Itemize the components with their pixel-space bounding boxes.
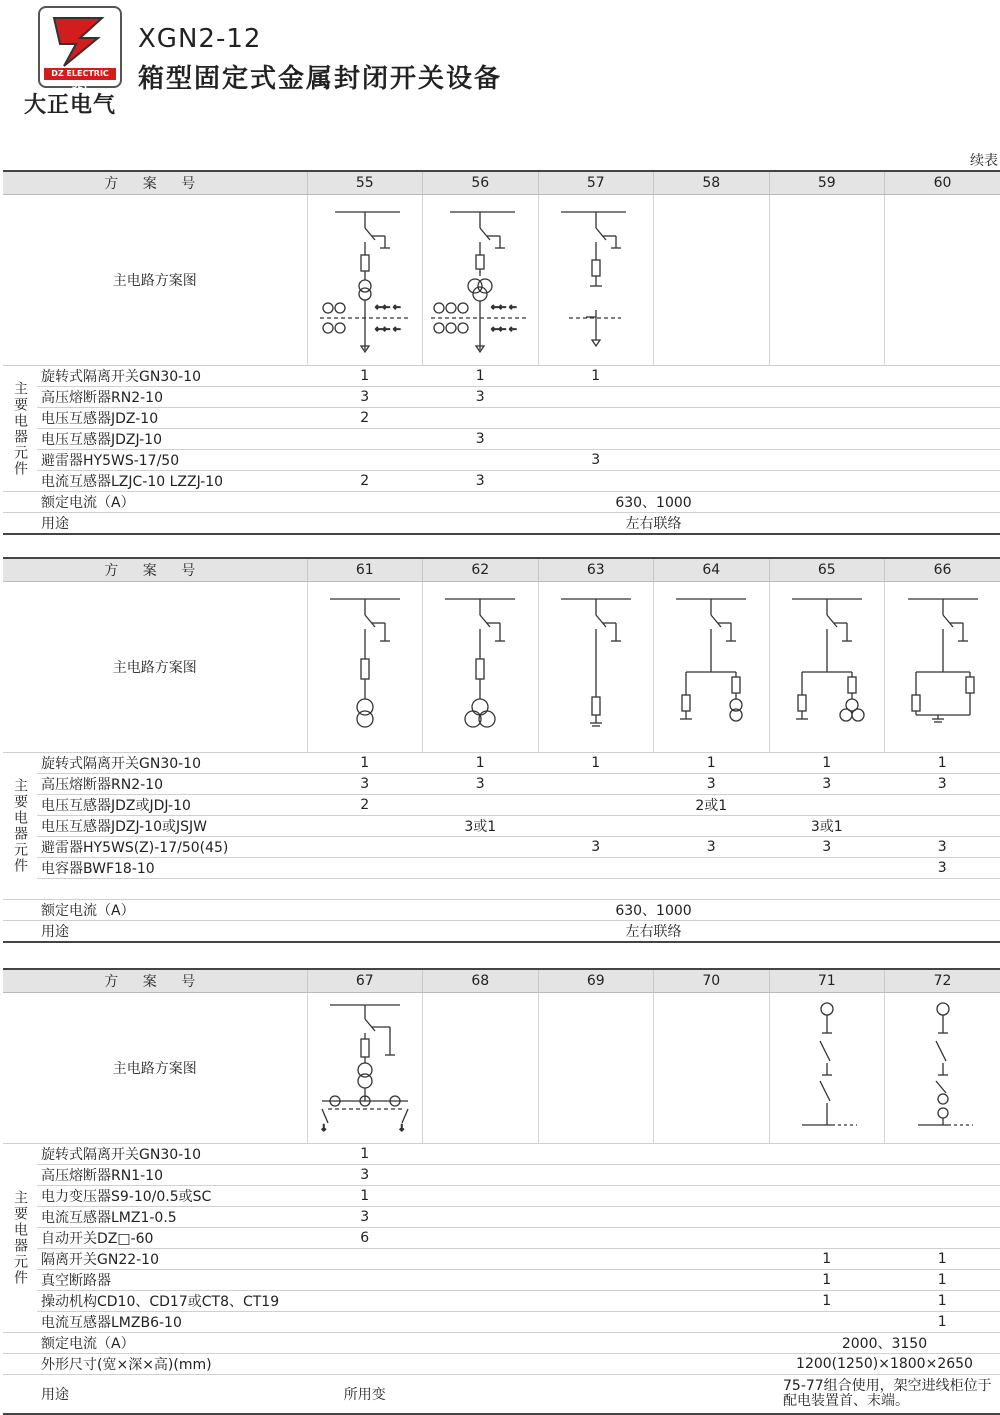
component-qty	[307, 1270, 423, 1291]
usage-value: 左右联络	[307, 921, 1000, 943]
component-name: 隔离开关GN22-10	[37, 1249, 307, 1270]
component-qty	[654, 879, 770, 900]
component-qty: 1	[307, 366, 423, 387]
component-qty	[538, 858, 654, 879]
component-qty	[654, 429, 770, 450]
component-qty	[769, 1228, 885, 1249]
component-qty: 3	[307, 1207, 423, 1228]
component-qty	[769, 1186, 885, 1207]
component-qty: 1	[769, 1291, 885, 1312]
usage-label: 用途	[37, 921, 307, 943]
rated-current-label: 额定电流（A）	[37, 1333, 307, 1354]
component-qty	[423, 1144, 539, 1165]
lightning-logo-icon	[40, 8, 120, 72]
component-qty	[769, 858, 885, 879]
component-qty: 1	[885, 1249, 1000, 1270]
dimensions-value: 1200(1250)×1800×2650	[769, 1354, 1000, 1375]
component-qty	[307, 816, 423, 837]
component-qty: 2	[307, 408, 423, 429]
component-name: 高压熔断器RN2-10	[37, 774, 307, 795]
component-qty	[654, 450, 770, 471]
component-qty	[538, 816, 654, 837]
component-qty: 1	[769, 1270, 885, 1291]
component-qty: 3	[885, 858, 1000, 879]
circuit-diagram-62	[423, 582, 539, 753]
scheme-number: 57	[538, 171, 654, 195]
component-qty: 3	[307, 1165, 423, 1186]
component-qty	[538, 1186, 654, 1207]
component-group-label: 主要电器元件	[3, 1144, 37, 1333]
component-name: 电流互感器LMZB6-10	[37, 1312, 307, 1333]
scheme-number: 68	[423, 969, 539, 993]
component-qty	[885, 366, 1000, 387]
logo-text: DZ ELECTRIC SET	[44, 68, 116, 80]
component-qty: 1	[423, 366, 539, 387]
circuit-diagram-66	[885, 582, 1000, 753]
circuit-diagram-67	[307, 993, 423, 1144]
scheme-number: 59	[769, 171, 885, 195]
main-circuit-label: 主电路方案图	[3, 993, 307, 1144]
component-qty	[538, 879, 654, 900]
scheme-number: 67	[307, 969, 423, 993]
component-qty: 3	[885, 837, 1000, 858]
scheme-number: 56	[423, 171, 539, 195]
component-qty	[769, 1144, 885, 1165]
component-name: 电力变压器S9-10/0.5或SC	[37, 1186, 307, 1207]
component-qty: 1	[885, 1270, 1000, 1291]
component-qty	[769, 1207, 885, 1228]
scheme-number: 63	[538, 558, 654, 582]
component-group-label: 主要电器元件	[3, 366, 37, 492]
scheme-number: 69	[538, 969, 654, 993]
component-qty	[654, 366, 770, 387]
scheme-number: 66	[885, 558, 1000, 582]
scheme-number: 62	[423, 558, 539, 582]
component-qty	[654, 1312, 770, 1333]
component-name: 旋转式隔离开关GN30-10	[37, 1144, 307, 1165]
component-qty	[538, 1270, 654, 1291]
component-qty: 3	[423, 387, 539, 408]
scheme-table-2	[3, 557, 1000, 943]
component-qty	[885, 450, 1000, 471]
component-name: 电流互感器LZJC-10 LZZJ-10	[37, 471, 307, 492]
component-qty	[538, 774, 654, 795]
component-qty	[423, 408, 539, 429]
component-qty: 2或1	[654, 795, 770, 816]
component-qty	[654, 471, 770, 492]
scheme-number: 70	[654, 969, 770, 993]
circuit-diagram-69	[538, 993, 654, 1144]
component-qty: 1	[654, 753, 770, 774]
component-qty: 3	[654, 837, 770, 858]
component-qty	[538, 1228, 654, 1249]
component-name	[37, 879, 307, 900]
component-qty: 3	[307, 387, 423, 408]
component-qty	[885, 1144, 1000, 1165]
component-qty	[654, 816, 770, 837]
component-qty	[654, 1144, 770, 1165]
circuit-diagram-60	[885, 195, 1000, 366]
component-qty	[769, 471, 885, 492]
component-qty	[654, 387, 770, 408]
component-qty	[654, 1228, 770, 1249]
scheme-table-3	[3, 968, 1000, 1415]
component-qty: 3	[769, 837, 885, 858]
component-qty	[885, 471, 1000, 492]
scheme-number: 58	[654, 171, 770, 195]
component-qty	[769, 879, 885, 900]
component-qty	[307, 429, 423, 450]
component-qty	[654, 1270, 770, 1291]
rated-current-value: 630、1000	[307, 492, 1000, 513]
component-qty: 1	[307, 1144, 423, 1165]
dimensions-label: 外形尺寸(宽×深×高)(mm)	[37, 1354, 307, 1375]
component-qty: 3或1	[423, 816, 539, 837]
circuit-diagram-64	[654, 582, 770, 753]
component-qty	[769, 450, 885, 471]
component-qty	[423, 1165, 539, 1186]
scheme-number-label: 方 案 号	[3, 558, 307, 582]
component-qty: 3	[423, 471, 539, 492]
component-qty	[307, 879, 423, 900]
component-qty: 1	[885, 1291, 1000, 1312]
component-qty	[769, 1312, 885, 1333]
component-qty	[307, 450, 423, 471]
component-qty	[654, 408, 770, 429]
component-qty	[423, 1312, 539, 1333]
component-qty	[654, 1249, 770, 1270]
component-qty: 3	[307, 774, 423, 795]
scheme-number-label: 方 案 号	[3, 171, 307, 195]
svg-text:⇠⇠ ⇠: ⇠⇠ ⇠	[491, 325, 516, 335]
component-qty	[538, 471, 654, 492]
usage-label: 用途	[37, 1375, 307, 1415]
component-name: 电压互感器JDZJ-10	[37, 429, 307, 450]
circuit-diagram-55	[307, 195, 423, 366]
scheme-number: 71	[769, 969, 885, 993]
main-circuit-label: 主电路方案图	[3, 195, 307, 366]
svg-text:⇣: ⇣	[320, 1124, 328, 1134]
component-qty	[538, 429, 654, 450]
component-name: 真空断路器	[37, 1270, 307, 1291]
component-qty: 3	[538, 450, 654, 471]
component-qty: 2	[307, 795, 423, 816]
rated-current-label: 额定电流（A）	[37, 900, 307, 921]
component-name: 高压熔断器RN2-10	[37, 387, 307, 408]
product-title: 箱型固定式金属封闭开关设备	[138, 58, 502, 95]
page-header	[0, 0, 1000, 150]
component-qty: 1	[769, 1249, 885, 1270]
component-name: 旋转式隔离开关GN30-10	[37, 753, 307, 774]
circuit-diagram-72	[885, 993, 1000, 1144]
component-qty	[885, 387, 1000, 408]
circuit-diagram-59	[769, 195, 885, 366]
circuit-diagram-57	[538, 195, 654, 366]
component-qty: 1	[885, 1312, 1000, 1333]
component-qty	[307, 1249, 423, 1270]
component-qty	[538, 387, 654, 408]
component-qty	[769, 1165, 885, 1186]
scheme-number: 60	[885, 171, 1000, 195]
usage-note: 75-77组合使用，架空进线柜位于配电装置首、末端。	[769, 1375, 1000, 1415]
scheme-number: 72	[885, 969, 1000, 993]
continued-label: 续表	[970, 150, 998, 170]
component-qty	[307, 1291, 423, 1312]
component-qty	[538, 1312, 654, 1333]
component-qty	[769, 366, 885, 387]
svg-text:⇠⇠ ⇠: ⇠⇠ ⇠	[491, 303, 516, 313]
component-name: 电压互感器JDZ或JDJ-10	[37, 795, 307, 816]
component-name: 电压互感器JDZ-10	[37, 408, 307, 429]
component-qty	[769, 429, 885, 450]
component-qty: 1	[885, 753, 1000, 774]
component-qty	[423, 795, 539, 816]
component-qty	[885, 429, 1000, 450]
component-qty	[769, 387, 885, 408]
component-qty: 1	[423, 753, 539, 774]
scheme-number: 61	[307, 558, 423, 582]
component-qty	[654, 1207, 770, 1228]
component-qty	[423, 450, 539, 471]
component-qty	[423, 1228, 539, 1249]
component-name: 电压互感器JDZJ-10或JSJW	[37, 816, 307, 837]
component-group-label: 主要电器元件	[3, 753, 37, 900]
component-qty	[538, 1249, 654, 1270]
circuit-diagram-65	[769, 582, 885, 753]
component-qty	[538, 408, 654, 429]
component-name: 旋转式隔离开关GN30-10	[37, 366, 307, 387]
main-circuit-label: 主电路方案图	[3, 582, 307, 753]
component-qty	[423, 1270, 539, 1291]
model-title: XGN2-12	[138, 24, 261, 54]
component-qty	[885, 1228, 1000, 1249]
component-qty	[885, 1207, 1000, 1228]
usage-value: 左右联络	[307, 513, 1000, 535]
component-qty	[654, 1165, 770, 1186]
rated-current-label: 额定电流（A）	[37, 492, 307, 513]
component-qty: 3	[423, 429, 539, 450]
scheme-number-label: 方 案 号	[3, 969, 307, 993]
component-qty	[423, 1207, 539, 1228]
component-qty: 2	[307, 471, 423, 492]
scheme-number: 65	[769, 558, 885, 582]
component-qty	[307, 837, 423, 858]
component-qty: 3或1	[769, 816, 885, 837]
component-qty	[538, 1144, 654, 1165]
scheme-number: 64	[654, 558, 770, 582]
usage-value: 所用变	[307, 1375, 423, 1415]
circuit-diagram-58	[654, 195, 770, 366]
component-name: 电流互感器LMZ1-0.5	[37, 1207, 307, 1228]
component-name: 避雷器HY5WS-17/50	[37, 450, 307, 471]
circuit-diagram-56	[423, 195, 539, 366]
component-qty	[769, 408, 885, 429]
component-qty: 3	[538, 837, 654, 858]
rated-current-value: 2000、3150	[769, 1333, 1000, 1354]
component-qty	[885, 1186, 1000, 1207]
component-qty	[769, 795, 885, 816]
rated-current-value: 630、1000	[307, 900, 1000, 921]
component-qty: 1	[307, 1186, 423, 1207]
component-qty	[654, 1291, 770, 1312]
component-qty: 1	[538, 366, 654, 387]
component-qty	[423, 1291, 539, 1312]
component-qty	[885, 795, 1000, 816]
component-qty	[423, 1249, 539, 1270]
component-qty	[538, 1291, 654, 1312]
component-qty	[538, 1165, 654, 1186]
company-name: 大正电气	[24, 88, 116, 119]
component-qty: 3	[423, 774, 539, 795]
component-qty	[654, 858, 770, 879]
svg-text:⇠⇠ ⇠: ⇠⇠ ⇠	[375, 325, 400, 335]
component-qty	[885, 816, 1000, 837]
component-qty: 1	[538, 753, 654, 774]
component-qty	[307, 1312, 423, 1333]
component-name: 自动开关DZ□-60	[37, 1228, 307, 1249]
component-name: 避雷器HY5WS(Z)-17/50(45)	[37, 837, 307, 858]
component-qty	[423, 879, 539, 900]
component-name: 高压熔断器RN1-10	[37, 1165, 307, 1186]
circuit-diagram-70	[654, 993, 770, 1144]
component-name: 电容器BWF18-10	[37, 858, 307, 879]
component-qty: 3	[885, 774, 1000, 795]
component-qty	[423, 837, 539, 858]
svg-text:⇣: ⇣	[398, 1124, 406, 1134]
component-qty: 3	[654, 774, 770, 795]
circuit-diagram-61	[307, 582, 423, 753]
circuit-diagram-68	[423, 993, 539, 1144]
component-qty	[538, 795, 654, 816]
component-qty	[307, 858, 423, 879]
component-qty: 6	[307, 1228, 423, 1249]
component-qty: 3	[769, 774, 885, 795]
component-qty	[885, 408, 1000, 429]
component-qty	[423, 1186, 539, 1207]
scheme-number: 55	[307, 171, 423, 195]
circuit-diagram-71	[769, 993, 885, 1144]
component-qty	[423, 858, 539, 879]
component-qty: 1	[769, 753, 885, 774]
component-qty	[538, 1207, 654, 1228]
component-qty	[654, 1186, 770, 1207]
component-qty	[885, 1165, 1000, 1186]
svg-text:⇠⇠ ⇠: ⇠⇠ ⇠	[375, 303, 400, 313]
component-qty: 1	[307, 753, 423, 774]
component-name: 操动机构CD10、CD17或CT8、CT19	[37, 1291, 307, 1312]
company-logo	[38, 6, 122, 88]
scheme-table-1	[3, 170, 1000, 535]
component-qty	[885, 879, 1000, 900]
usage-label: 用途	[37, 513, 307, 535]
circuit-diagram-63	[538, 582, 654, 753]
